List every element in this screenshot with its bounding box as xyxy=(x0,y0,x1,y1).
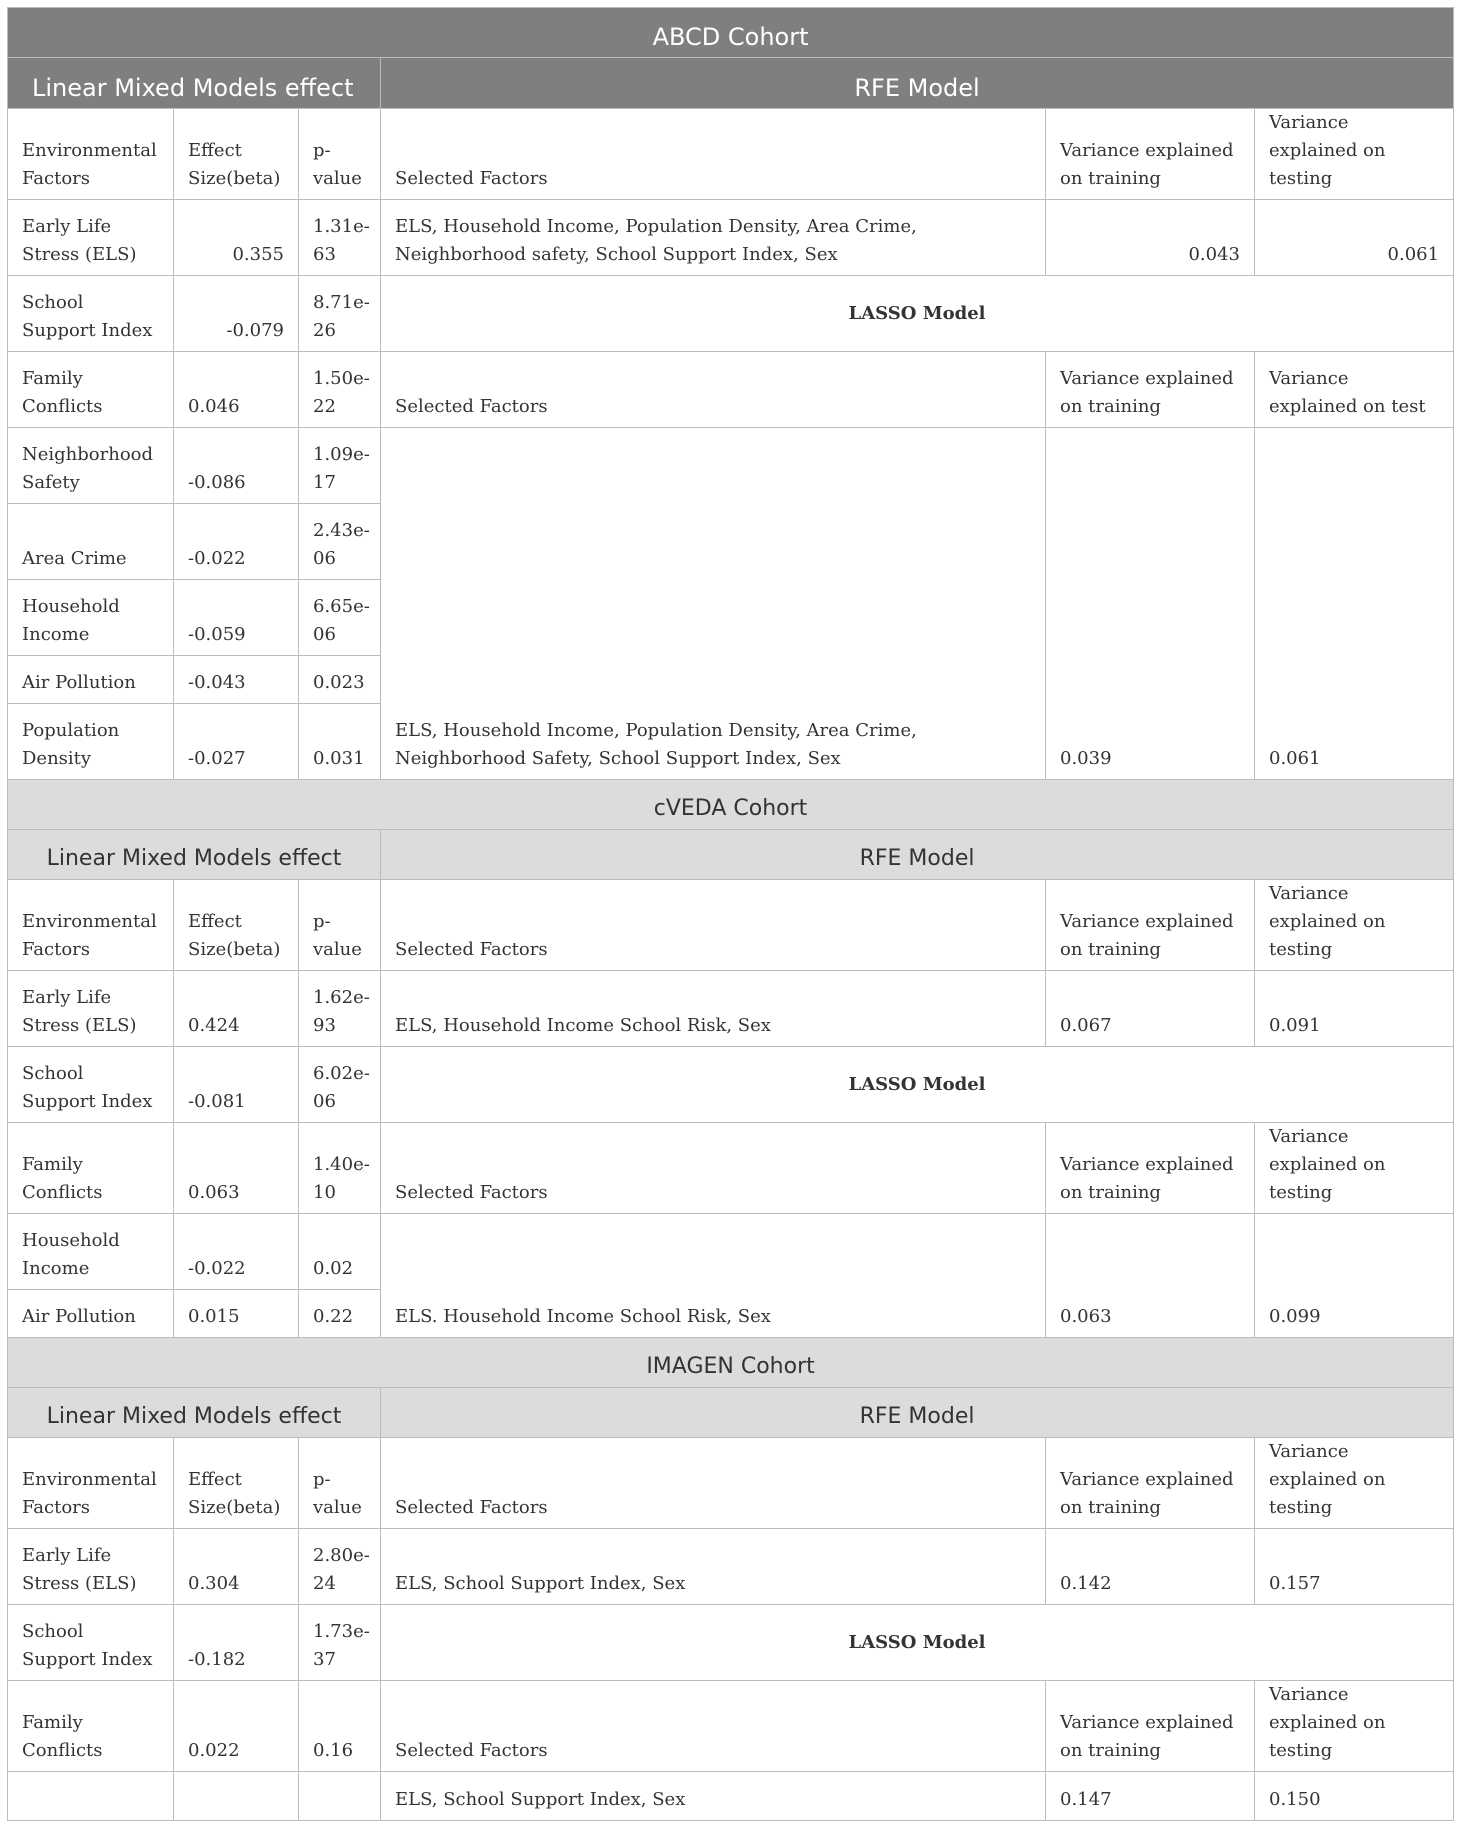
beta-cell: 0.022 xyxy=(174,1681,299,1772)
beta-cell: 0.424 xyxy=(174,971,299,1047)
col-var-training: Variance explained on training xyxy=(1046,1123,1255,1214)
beta-cell: -0.081 xyxy=(174,1047,299,1123)
beta-cell: 0.063 xyxy=(174,1123,299,1214)
p-cell: 2.43e-06 xyxy=(299,504,381,580)
lasso-selected-cell: ELS, School Support Index, Sex xyxy=(381,1772,1046,1821)
table-row xyxy=(8,1681,1454,1772)
table-row xyxy=(8,1047,1454,1123)
rfe-section-title: RFE Model xyxy=(381,830,1454,880)
lasso-test-cell: 0.061 xyxy=(1255,428,1454,780)
table-row xyxy=(8,1772,1454,1821)
abcd-section-header-row xyxy=(8,58,1454,109)
beta-cell: -0.022 xyxy=(174,1214,299,1290)
rfe-test-cell: 0.091 xyxy=(1255,971,1454,1047)
beta-cell: -0.079 xyxy=(174,276,299,352)
col-selected-factors: Selected Factors xyxy=(381,352,1046,428)
col-env-factors: Environmental Factors xyxy=(8,880,174,971)
p-cell: 0.16 xyxy=(299,1681,381,1772)
cohort-title: ABCD Cohort xyxy=(8,8,1454,58)
col-p-value: p-value xyxy=(299,880,381,971)
lasso-train-cell: 0.039 xyxy=(1046,428,1255,780)
col-var-training: Variance explained on training xyxy=(1046,1438,1255,1529)
factor-cell: School Support Index xyxy=(8,276,174,352)
rfe-test-cell: 0.061 xyxy=(1255,200,1454,276)
empty-cell xyxy=(8,1772,174,1821)
col-selected-factors: Selected Factors xyxy=(381,1123,1046,1214)
beta-cell: -0.182 xyxy=(174,1605,299,1681)
col-effect-size: Effect Size(beta) xyxy=(174,109,299,200)
lasso-train-cell: 0.147 xyxy=(1046,1772,1255,1821)
table-row xyxy=(8,428,1454,504)
table-row xyxy=(8,971,1454,1047)
factor-cell: Household Income xyxy=(8,1214,174,1290)
beta-cell: 0.015 xyxy=(174,1290,299,1338)
empty-cell xyxy=(299,1772,381,1821)
rfe-selected-cell: ELS, Household Income School Risk, Sex xyxy=(381,971,1046,1047)
table-row xyxy=(8,276,1454,352)
p-cell: 1.40e-10 xyxy=(299,1123,381,1214)
rfe-train-cell: 0.142 xyxy=(1046,1529,1255,1605)
beta-cell: -0.043 xyxy=(174,656,299,704)
p-cell: 1.62e-93 xyxy=(299,971,381,1047)
col-env-factors: Environmental Factors xyxy=(8,109,174,200)
col-selected-factors: Selected Factors xyxy=(381,1438,1046,1529)
p-cell: 2.80e-24 xyxy=(299,1529,381,1605)
imagen-cohort-header-row xyxy=(8,1338,1454,1388)
lmm-section-title: Linear Mixed Models effect xyxy=(8,1388,381,1438)
p-cell: 0.023 xyxy=(299,656,381,704)
lasso-test-cell: 0.099 xyxy=(1255,1214,1454,1338)
col-p-value: p-value xyxy=(299,109,381,200)
rfe-train-cell: 0.043 xyxy=(1046,200,1255,276)
p-cell: 6.65e-06 xyxy=(299,580,381,656)
col-selected-factors: Selected Factors xyxy=(381,880,1046,971)
p-cell: 1.31e-63 xyxy=(299,200,381,276)
col-var-test: Variance explained on test xyxy=(1255,352,1454,428)
col-var-training: Variance explained on training xyxy=(1046,880,1255,971)
col-var-testing: Variance explained on testing xyxy=(1255,880,1454,971)
beta-cell: 0.304 xyxy=(174,1529,299,1605)
p-cell: 6.02e-06 xyxy=(299,1047,381,1123)
factor-cell: School Support Index xyxy=(8,1047,174,1123)
imagen-section-header-row xyxy=(8,1388,1454,1438)
abcd-cohort-header-row xyxy=(8,8,1454,58)
lasso-train-cell: 0.063 xyxy=(1046,1214,1255,1338)
cveda-section-header-row xyxy=(8,830,1454,880)
cohort-title: cVEDA Cohort xyxy=(8,780,1454,830)
beta-cell: 0.046 xyxy=(174,352,299,428)
lasso-test-cell: 0.150 xyxy=(1255,1772,1454,1821)
p-cell: 0.02 xyxy=(299,1214,381,1290)
factor-cell: Early Life Stress (ELS) xyxy=(8,1529,174,1605)
col-var-training: Variance explained on training xyxy=(1046,1681,1255,1772)
beta-cell: -0.027 xyxy=(174,704,299,780)
factor-cell: Air Pollution xyxy=(8,1290,174,1338)
table-row xyxy=(8,200,1454,276)
cohort-title: IMAGEN Cohort xyxy=(8,1338,1454,1388)
p-cell: 1.73e-37 xyxy=(299,1605,381,1681)
p-cell: 0.22 xyxy=(299,1290,381,1338)
rfe-selected-cell: ELS, School Support Index, Sex xyxy=(381,1529,1046,1605)
table-row xyxy=(8,1214,1454,1290)
rfe-section-title: RFE Model xyxy=(381,58,1454,109)
col-selected-factors: Selected Factors xyxy=(381,1681,1046,1772)
lmm-section-title: Linear Mixed Models effect xyxy=(8,58,381,109)
factor-cell: Air Pollution xyxy=(8,656,174,704)
lasso-selected-cell: ELS. Household Income School Risk, Sex xyxy=(381,1214,1046,1338)
rfe-test-cell: 0.157 xyxy=(1255,1529,1454,1605)
beta-cell: 0.355 xyxy=(174,200,299,276)
col-p-value: p-value xyxy=(299,1438,381,1529)
rfe-train-cell: 0.067 xyxy=(1046,971,1255,1047)
table-row xyxy=(8,1605,1454,1681)
factor-cell: Family Conflicts xyxy=(8,1123,174,1214)
col-var-training: Variance explained on training xyxy=(1046,109,1255,200)
col-effect-size: Effect Size(beta) xyxy=(174,880,299,971)
p-cell: 1.09e-17 xyxy=(299,428,381,504)
col-effect-size: Effect Size(beta) xyxy=(174,1438,299,1529)
results-table xyxy=(7,7,1454,1821)
rfe-selected-cell: ELS, Household Income, Population Density, Area Crime, Neighborhood safety, School Support Index, Sex xyxy=(381,200,1046,276)
lmm-section-title: Linear Mixed Models effect xyxy=(8,830,381,880)
table-row xyxy=(8,1529,1454,1605)
cveda-column-header-row xyxy=(8,880,1454,971)
imagen-column-header-row xyxy=(8,1438,1454,1529)
factor-cell: Area Crime xyxy=(8,504,174,580)
col-var-testing: Variance explained on testing xyxy=(1255,1438,1454,1529)
table-row xyxy=(8,352,1454,428)
beta-cell: -0.059 xyxy=(174,580,299,656)
empty-cell xyxy=(174,1772,299,1821)
lasso-section-title: LASSO Model xyxy=(381,1047,1454,1123)
abcd-column-header-row xyxy=(8,109,1454,200)
lasso-selected-cell: ELS, Household Income, Population Density, Area Crime, Neighborhood Safety, School Support Index, Sex xyxy=(381,428,1046,780)
factor-cell: Family Conflicts xyxy=(8,1681,174,1772)
p-cell: 0.031 xyxy=(299,704,381,780)
p-cell: 1.50e-22 xyxy=(299,352,381,428)
factor-cell: Household Income xyxy=(8,580,174,656)
col-selected-factors: Selected Factors xyxy=(381,109,1046,200)
factor-cell: Neighborhood Safety xyxy=(8,428,174,504)
rfe-section-title: RFE Model xyxy=(381,1388,1454,1438)
beta-cell: -0.022 xyxy=(174,504,299,580)
col-var-testing: Variance explained on testing xyxy=(1255,1123,1454,1214)
table-row xyxy=(8,1123,1454,1214)
factor-cell: Family Conflicts xyxy=(8,352,174,428)
factor-cell: Early Life Stress (ELS) xyxy=(8,971,174,1047)
col-var-testing: Variance explained on testing xyxy=(1255,1681,1454,1772)
lasso-section-title: LASSO Model xyxy=(381,1605,1454,1681)
factor-cell: Population Density xyxy=(8,704,174,780)
col-var-training: Variance explained on training xyxy=(1046,352,1255,428)
beta-cell: -0.086 xyxy=(174,428,299,504)
cveda-cohort-header-row xyxy=(8,780,1454,830)
factor-cell: Early Life Stress (ELS) xyxy=(8,200,174,276)
factor-cell: School Support Index xyxy=(8,1605,174,1681)
p-cell: 8.71e-26 xyxy=(299,276,381,352)
lasso-section-title: LASSO Model xyxy=(381,276,1454,352)
col-env-factors: Environmental Factors xyxy=(8,1438,174,1529)
col-var-testing: Variance explained on testing xyxy=(1255,109,1454,200)
